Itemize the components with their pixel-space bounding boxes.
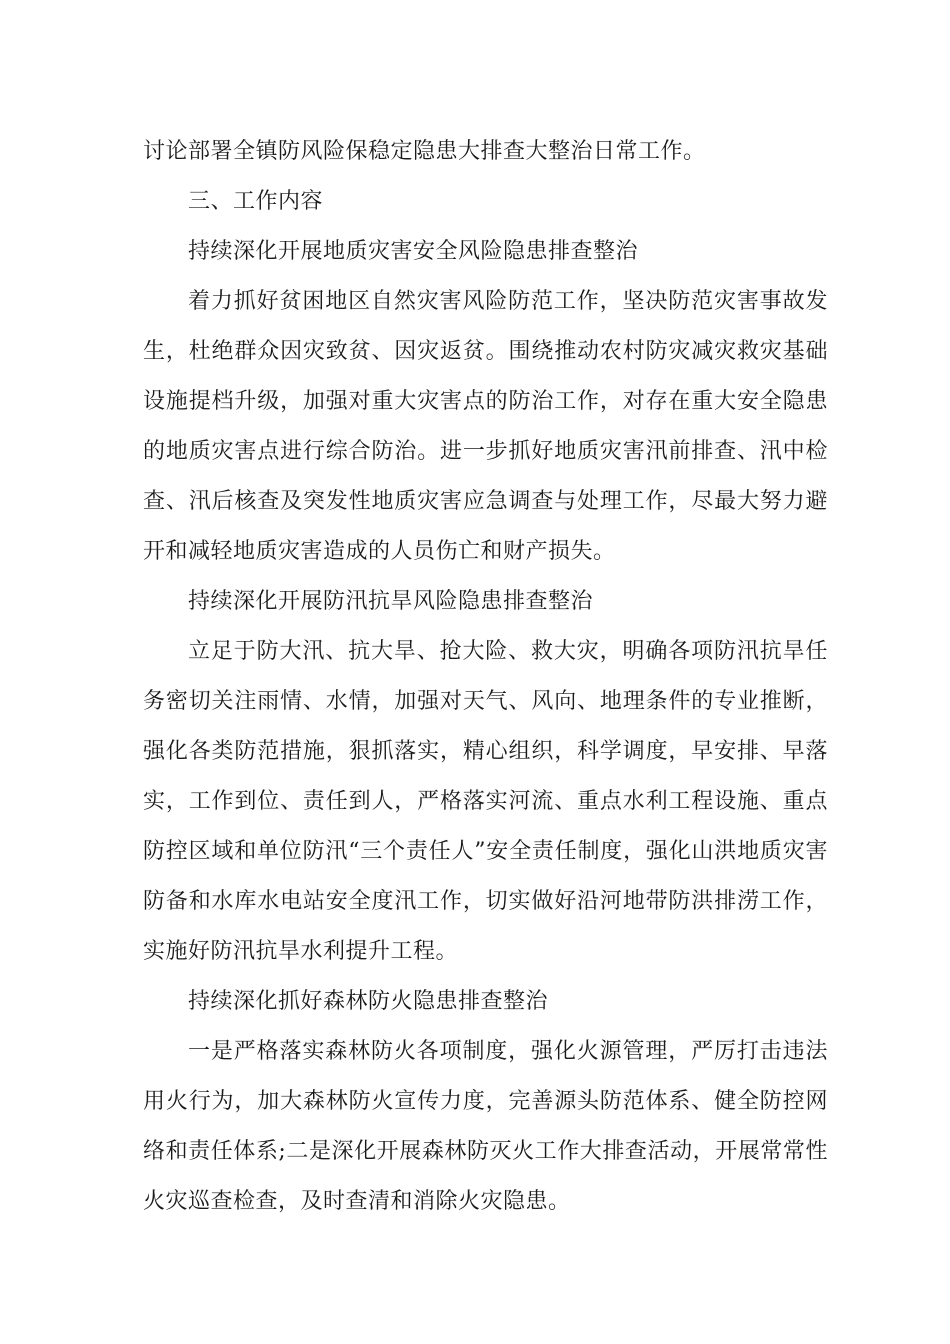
paragraph-flood-drought: 立足于防大汛、抗大旱、抢大险、救大灾，明确各项防汛抗旱任务密切关注雨情、水情，加强对天气、风向、地理条件的专业推断，强化各类防范措施，狠抓落实，精心组织，科学调度，早安排、早落实，工作到位、责任到人，严格落实河流、重点水利工程设施、重点防控区域和单位防汛“三个责任人”安全责任制度，强化山洪地质灾害防备和水库水电站安全度汛工作，切实做好沿河地带防洪排涝工作，实施好防汛抗旱水利提升工程。	[143, 639, 828, 964]
subheading-geological-disaster: 持续深化开展地质灾害安全风险隐患排查整治	[188, 239, 639, 264]
document-body	[143, 127, 828, 1227]
paragraph-forest-fire: 一是严格落实森林防火各项制度，强化火源管理，严厉打击违法用火行为，加大森林防火宣传力度，完善源头防范体系、健全防控网络和责任体系;二是深化开展森林防灭火工作大排查活动，开展常常性火灾巡查检查，及时查清和消除火灾隐患。	[143, 1039, 828, 1214]
subheading-forest-fire: 持续深化抓好森林防火隐患排查整治	[188, 989, 549, 1014]
section-heading-work-content: 三、工作内容	[188, 189, 324, 214]
paragraph-geological-disaster: 着力抓好贫困地区自然灾害风险防范工作，坚决防范灾害事故发生，杜绝群众因灾致贫、因灾返贫。围绕推动农村防灾减灾救灾基础设施提档升级，加强对重大灾害点的防治工作，对存在重大安全隐患的地质灾害点进行综合防治。进一步抓好地质灾害汛前排查、汛中检查、汛后核查及突发性地质灾害应急调查与处理工作，尽最大努力避开和减轻地质灾害造成的人员伤亡和财产损失。	[143, 289, 828, 564]
paragraph-continuation: 讨论部署全镇防风险保稳定隐患大排查大整治日常工作。	[143, 139, 706, 164]
subheading-flood-drought: 持续深化开展防汛抗旱风险隐患排查整治	[188, 589, 594, 614]
